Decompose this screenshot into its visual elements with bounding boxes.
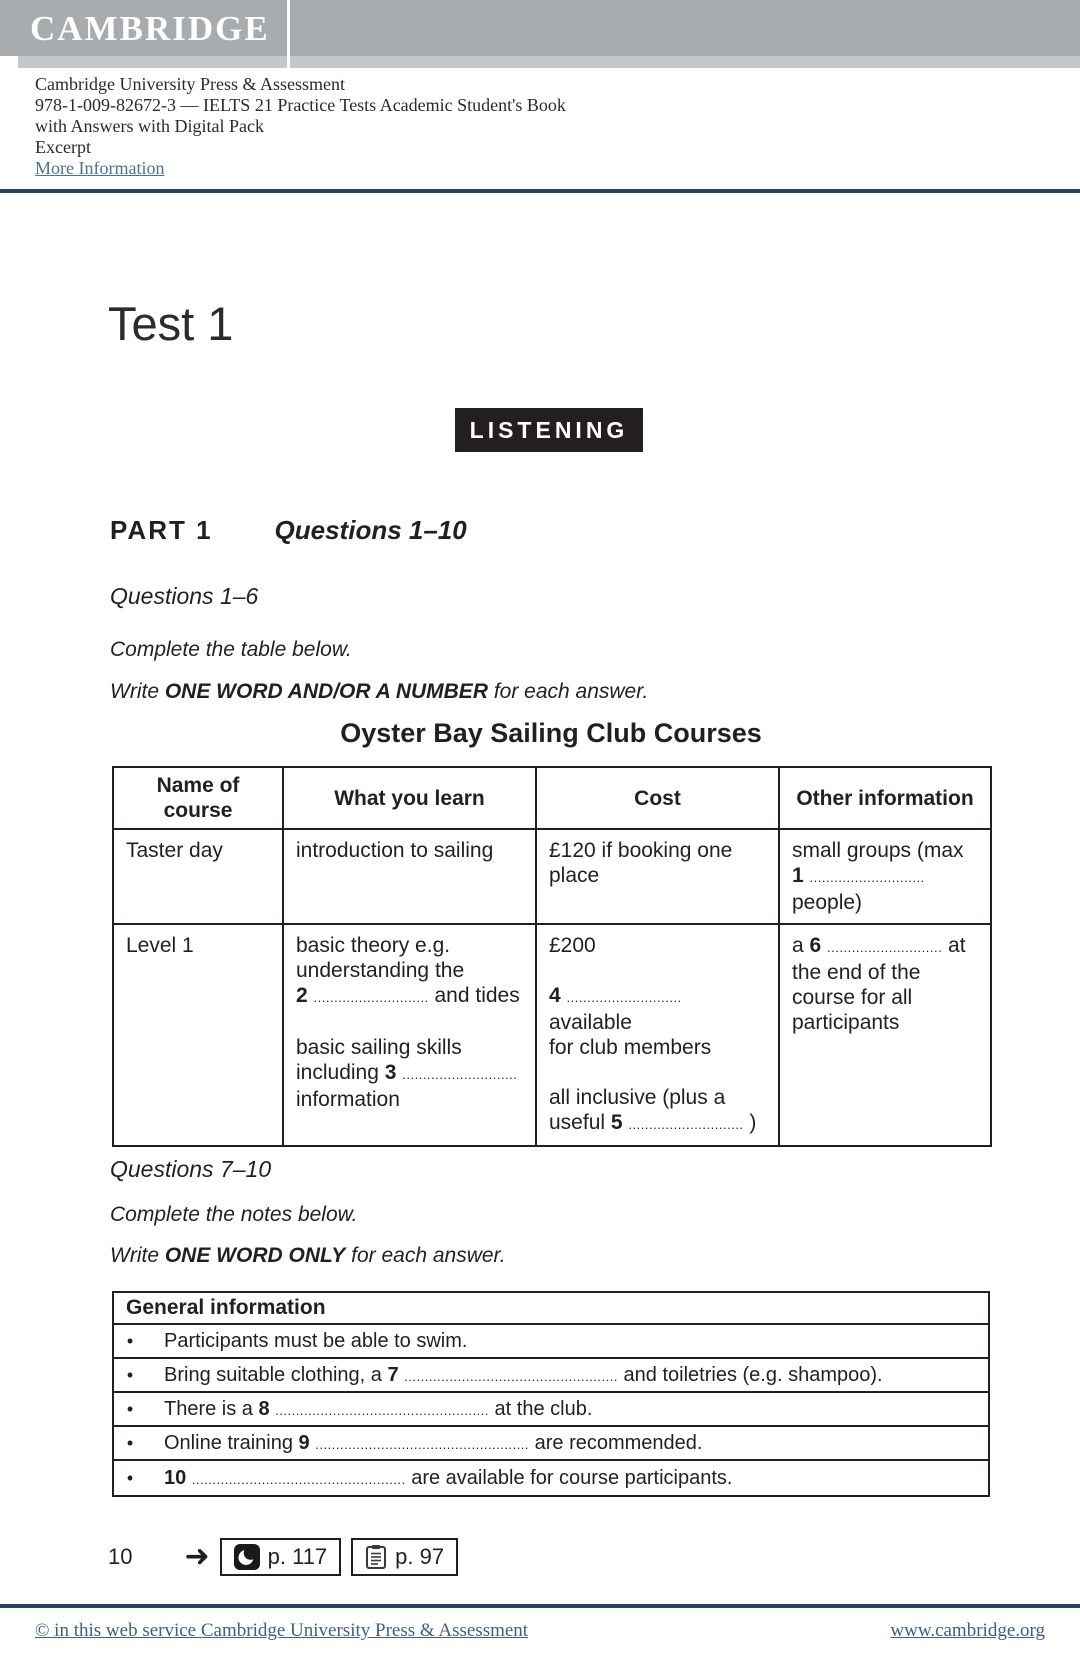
answer-key-reference-link[interactable] — [351, 1538, 458, 1576]
instruction-complete-notes: Complete the notes below. — [110, 1203, 358, 1226]
notes-box-title: General information — [114, 1293, 988, 1325]
list-item — [114, 1393, 988, 1427]
table-header-row — [113, 767, 991, 829]
questions-7-10-heading: Questions 7–10 — [110, 1156, 272, 1182]
cell-cost: £200 4 ............................ available for club members all inclusive (plus a useful 5 ............................ ) — [536, 924, 779, 1146]
list-item — [114, 1325, 988, 1359]
note-text: 10 .................................................... are available for course participants. — [164, 1466, 733, 1489]
answer-key-page-ref: p. 97 — [395, 1544, 445, 1569]
cell-course-name: Taster day — [113, 829, 283, 924]
bullet-icon: • — [126, 1432, 134, 1453]
part-question-range: Questions 1–10 — [274, 515, 467, 545]
cambridge-site-link[interactable]: www.cambridge.org — [890, 1620, 1045, 1641]
list-item — [114, 1427, 988, 1461]
cambridge-logo: CAMBRIDGE — [30, 9, 270, 48]
list-item — [114, 1461, 988, 1495]
cell-cost: £120 if booking one place — [536, 829, 779, 924]
excerpt-label: Excerpt — [35, 137, 91, 157]
instruction-complete-table: Complete the table below. — [110, 638, 352, 661]
courses-table — [112, 766, 992, 1147]
audio-icon — [234, 1544, 260, 1570]
bullet-icon: • — [126, 1467, 134, 1488]
general-information-box — [112, 1291, 990, 1497]
instruction-write-limit-2: Write ONE WORD ONLY for each answer. — [110, 1244, 506, 1267]
bullet-icon: • — [126, 1330, 134, 1351]
cell-course-name: Level 1 — [113, 924, 283, 1146]
note-text: Bring suitable clothing, a 7 .................................................... and toiletries (e.g. shampoo). — [164, 1363, 883, 1386]
cell-what-you-learn: introduction to sailing — [283, 829, 536, 924]
questions-1-6-heading: Questions 1–6 — [110, 583, 259, 609]
list-item — [114, 1359, 988, 1393]
page-number: 10 — [108, 1544, 133, 1569]
col-header-cost: Cost — [536, 767, 779, 829]
bullet-icon: • — [126, 1364, 134, 1385]
col-header-what-you-learn: What you learn — [283, 767, 536, 829]
cell-other-information: a 6 ............................ at the end of the course for all participants — [779, 924, 991, 1146]
note-text: Online training 9 .................................................... are recommended. — [164, 1431, 703, 1454]
part-label: PART 1 — [110, 515, 213, 545]
publication-info — [35, 74, 735, 179]
publisher-name: Cambridge University Press & Assessment — [35, 74, 345, 94]
table-row — [113, 829, 991, 924]
col-header-other-information: Other information — [779, 767, 991, 829]
page-footer-nav — [108, 1538, 468, 1576]
part-heading — [110, 515, 467, 546]
copyright-link[interactable]: © in this web service Cambridge University Press & Assessment — [35, 1620, 529, 1641]
web-service-footer — [35, 1620, 1045, 1642]
audio-page-ref: p. 117 — [267, 1544, 328, 1569]
isbn-title-line: 978-1-009-82672-3 — IELTS 21 Practice Tests Academic Student's Book — [35, 95, 566, 115]
arrow-right-icon: ➜ — [184, 1540, 210, 1573]
cell-other-information: small groups (max 1 ............................ people) — [779, 829, 991, 924]
pack-line: with Answers with Digital Pack — [35, 116, 264, 136]
publisher-banner-shadow — [18, 56, 1080, 68]
bottom-divider-rule — [0, 1604, 1080, 1608]
cell-what-you-learn: basic theory e.g. understanding the 2 ............................ and tides basic sailing skills including 3 ............................ information — [283, 924, 536, 1146]
table-row — [113, 924, 991, 1146]
audio-reference-link[interactable] — [220, 1538, 342, 1576]
top-divider-rule — [0, 189, 1080, 193]
banner-divider — [287, 0, 290, 68]
more-information-link[interactable]: More Information — [35, 158, 165, 178]
table-title: Oyster Bay Sailing Club Courses — [340, 718, 762, 748]
note-text: There is a 8 .................................................... at the club. — [164, 1397, 593, 1420]
bullet-icon: • — [126, 1398, 134, 1419]
listening-section-badge: LISTENING — [455, 408, 643, 452]
answer-sheet-icon — [365, 1544, 387, 1570]
col-header-name-of-course: Name of course — [113, 767, 283, 829]
note-text: Participants must be able to swim. — [164, 1329, 468, 1352]
test-title: Test 1 — [108, 297, 234, 350]
instruction-write-limit-1: Write ONE WORD AND/OR A NUMBER for each answer. — [110, 680, 649, 703]
